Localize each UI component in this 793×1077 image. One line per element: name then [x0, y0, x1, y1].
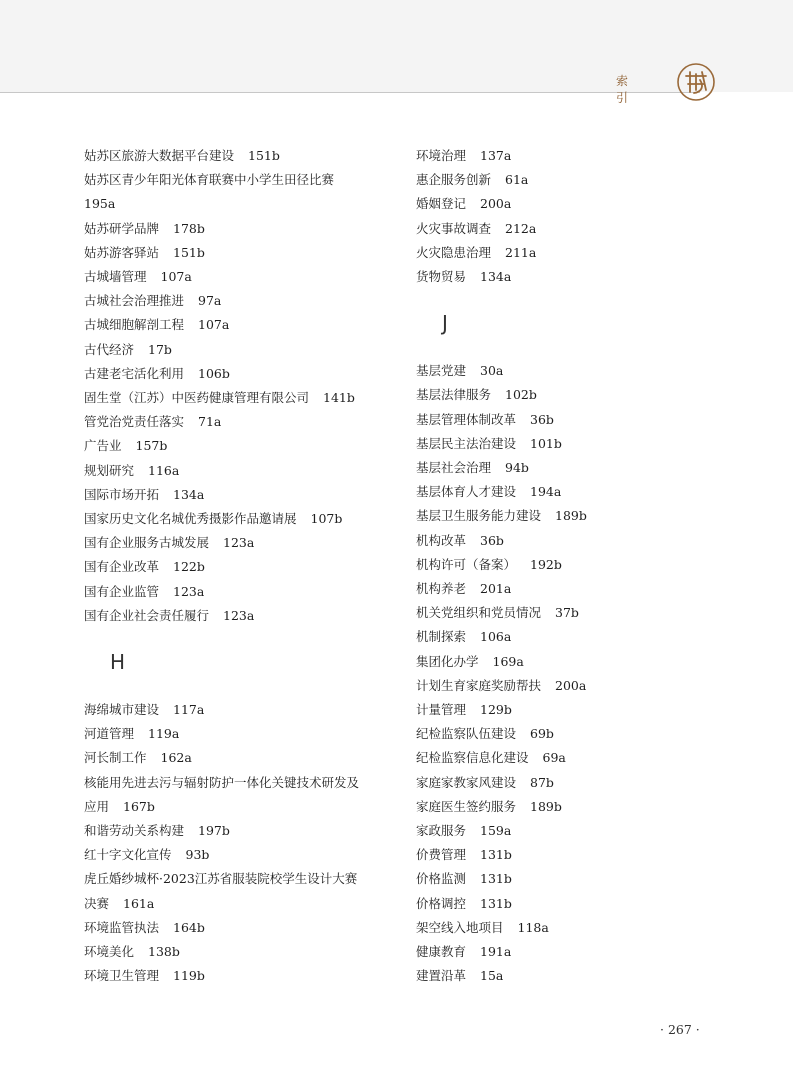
index-term: 国家历史文化名城优秀摄影作品邀请展	[84, 511, 297, 527]
index-term: 机制探索	[416, 629, 467, 645]
index-entry	[416, 746, 746, 770]
index-entry	[416, 480, 746, 504]
index-term: 国有企业服务古城发展	[84, 535, 210, 551]
index-entry	[84, 507, 414, 531]
index-term: 古代经济	[84, 341, 135, 357]
index-term: 环境治理	[416, 148, 467, 163]
index-entry	[416, 674, 746, 698]
index-entry	[416, 456, 746, 480]
index-entry	[416, 553, 746, 577]
section-letter-j: J	[442, 311, 448, 336]
index-term: 基层社会治理	[416, 460, 492, 476]
index-page-ref: 123a	[223, 535, 255, 551]
index-entry	[84, 144, 414, 168]
index-term: 古城细胞解剖工程	[84, 317, 185, 333]
index-entry-continuation	[84, 192, 414, 216]
index-term: 核能用先进去污与辐射防护一体化关键技术研发及	[84, 774, 360, 790]
index-term: 广告业	[84, 438, 122, 454]
index-term: 家庭医生签约服务	[416, 798, 517, 814]
section-label: 索 引	[616, 74, 639, 105]
index-page-ref: 101b	[530, 435, 562, 451]
index-page-ref: 194a	[530, 484, 562, 500]
index-entry	[416, 265, 746, 289]
index-page-ref: 178b	[173, 220, 205, 236]
index-entry	[84, 434, 414, 458]
index-term: 建置沿革	[416, 968, 467, 984]
index-page-ref: 211a	[505, 244, 537, 260]
index-term: 和谐劳动关系构建	[84, 823, 185, 839]
index-page-ref: 107a	[198, 317, 230, 333]
index-page-ref: 107a	[160, 269, 192, 285]
index-page-ref: 123a	[223, 607, 255, 623]
index-entry	[84, 362, 414, 386]
index-entry-continuation	[84, 795, 414, 819]
section-letter-h: H	[110, 650, 126, 675]
index-entry	[84, 698, 414, 722]
index-page-ref: 107b	[310, 511, 343, 527]
index-page-ref: 61a	[505, 172, 529, 188]
index-entry	[416, 432, 746, 456]
index-page-ref: 122b	[173, 559, 205, 575]
index-entry	[416, 529, 746, 553]
index-page-ref: 129b	[480, 702, 512, 718]
index-page-ref: 200a	[480, 196, 512, 212]
index-term: 姑苏研学品牌	[84, 220, 160, 236]
index-page-ref: 15a	[480, 968, 504, 984]
index-term: 古城墙管理	[84, 269, 147, 285]
index-term-continuation: 决赛	[84, 895, 110, 911]
index-term: 环境美化	[84, 944, 135, 960]
index-page-ref: 97a	[198, 293, 222, 309]
index-page-ref: 169a	[492, 653, 524, 669]
index-term: 机关党组织和党员情况	[416, 605, 542, 621]
index-page-ref: 118a	[517, 919, 549, 935]
index-term: 家政服务	[416, 823, 467, 839]
index-page-ref: 167b	[123, 798, 155, 814]
index-page-ref: 201a	[480, 581, 512, 597]
index-page-ref: 131b	[480, 871, 512, 887]
index-entry	[416, 867, 746, 891]
index-entry	[84, 168, 414, 216]
index-page-ref: 192b	[530, 556, 562, 572]
index-page-ref: 162a	[160, 750, 192, 766]
page-number: · 267 ·	[660, 1022, 700, 1037]
index-term: 基层体育人才建设	[416, 484, 517, 500]
index-page-ref: 200a	[555, 677, 587, 693]
index-entry	[416, 241, 746, 265]
index-term-continuation: 应用	[84, 798, 110, 814]
index-page-ref: 137a	[480, 148, 512, 163]
index-page-ref: 164b	[173, 919, 205, 935]
index-page-ref: 69a	[542, 750, 566, 766]
index-page-ref: 106a	[480, 629, 512, 645]
index-page-ref: 197b	[198, 823, 230, 839]
index-page-ref: 30a	[480, 363, 504, 379]
index-entry	[84, 746, 414, 770]
index-term: 姑苏游客驿站	[84, 244, 160, 260]
index-term: 河道管理	[84, 726, 135, 742]
index-term: 姑苏区旅游大数据平台建设	[84, 148, 235, 163]
index-page-ref: 93b	[185, 847, 210, 863]
index-page-ref: 157b	[135, 438, 168, 454]
index-term: 火灾事故调查	[416, 220, 492, 236]
index-term: 古城社会治理推进	[84, 293, 185, 309]
index-term: 国际市场开拓	[84, 486, 160, 502]
index-term: 基层管理体制改革	[416, 411, 517, 427]
index-entry	[84, 386, 414, 410]
index-page-ref: 17b	[148, 341, 172, 357]
index-entry	[416, 408, 746, 432]
index-entry	[84, 843, 414, 867]
index-entry	[84, 459, 414, 483]
index-term: 集团化办学	[416, 653, 479, 669]
index-term: 健康教育	[416, 944, 467, 960]
index-entry	[84, 604, 414, 628]
index-entry	[416, 698, 746, 722]
index-page-ref: 161a	[123, 895, 155, 911]
index-term: 基层党建	[416, 363, 467, 379]
index-page-ref: 117a	[173, 702, 205, 718]
index-term: 环境监管执法	[84, 919, 160, 935]
index-entry	[416, 168, 746, 192]
index-term: 河长制工作	[84, 750, 147, 766]
index-page-ref: 195a	[84, 196, 116, 212]
index-entry	[84, 313, 414, 337]
index-term: 固生堂（江苏）中医药健康管理有限公司	[84, 390, 310, 406]
index-page-ref: 189b	[555, 508, 587, 524]
index-page-ref: 106b	[198, 365, 230, 381]
index-page-ref: 87b	[530, 774, 554, 790]
index-term: 国有企业监管	[84, 583, 160, 599]
index-entry	[416, 192, 746, 216]
index-entry	[416, 940, 746, 964]
index-entry	[416, 722, 746, 746]
index-term: 货物贸易	[416, 269, 467, 285]
index-term: 纪检监察信息化建设	[416, 750, 529, 766]
index-page-ref: 134a	[480, 269, 512, 285]
index-entry	[84, 265, 414, 289]
index-term: 姑苏区青少年阳光体育联赛中小学生田径比赛	[84, 172, 335, 188]
index-column-right	[416, 144, 746, 989]
index-entry	[416, 795, 746, 819]
index-page-ref: 116a	[148, 462, 180, 478]
index-entry	[416, 577, 746, 601]
index-entry	[416, 843, 746, 867]
index-term: 管党治党责任落实	[84, 414, 185, 430]
index-page-ref: 37b	[555, 605, 579, 621]
index-entry	[416, 650, 746, 674]
index-term: 价格监测	[416, 871, 467, 887]
index-term: 国有企业改革	[84, 559, 160, 575]
index-term: 海绵城市建设	[84, 702, 160, 718]
index-term: 价格调控	[416, 895, 467, 911]
index-term: 价费管理	[416, 847, 467, 863]
index-term: 火灾隐患治理	[416, 244, 492, 260]
index-entry	[416, 771, 746, 795]
index-page-ref: 151b	[173, 244, 205, 260]
index-entry	[84, 940, 414, 964]
index-term: 计划生育家庭奖励帮扶	[416, 677, 542, 693]
index-page-ref: 69b	[530, 726, 554, 742]
index-page-ref: 123a	[173, 583, 205, 599]
index-term: 虎丘婚纱城杯·2023江苏省服装院校学生设计大赛	[84, 871, 358, 887]
header-band	[0, 0, 793, 92]
index-entry	[416, 625, 746, 649]
index-page-ref: 102b	[505, 387, 537, 403]
seal-logo-icon	[676, 62, 716, 102]
index-entry	[416, 217, 746, 241]
index-entry	[84, 771, 414, 819]
index-term: 红十字文化宣传	[84, 847, 172, 863]
index-term: 架空线入地项目	[416, 919, 504, 935]
index-entry	[416, 601, 746, 625]
index-page-ref: 71a	[198, 414, 222, 430]
index-term: 基层民主法治建设	[416, 435, 517, 451]
index-page-ref: 94b	[505, 460, 529, 476]
index-entry	[84, 555, 414, 579]
index-entry	[84, 867, 414, 915]
index-entry	[416, 892, 746, 916]
index-term: 机构养老	[416, 581, 467, 597]
index-term: 婚姻登记	[416, 196, 467, 212]
index-entry	[416, 964, 746, 988]
index-term: 机构改革	[416, 532, 467, 548]
index-term: 国有企业社会责任履行	[84, 607, 210, 623]
index-page-ref: 159a	[480, 823, 512, 839]
index-term: 基层卫生服务能力建设	[416, 508, 542, 524]
index-column-left	[84, 144, 414, 989]
index-page-ref: 134a	[173, 486, 205, 502]
index-page-ref: 212a	[505, 220, 537, 236]
index-entry	[84, 964, 414, 988]
index-page-ref: 189b	[530, 798, 562, 814]
index-term: 家庭家教家风建设	[416, 774, 517, 790]
index-entry	[84, 338, 414, 362]
index-entry	[416, 144, 746, 168]
index-entry	[84, 580, 414, 604]
index-page-ref: 119b	[173, 968, 205, 984]
index-entry	[416, 916, 746, 940]
index-entry	[416, 359, 746, 383]
index-entry	[84, 819, 414, 843]
index-page-ref: 151b	[248, 148, 280, 163]
index-entry	[416, 819, 746, 843]
index-term: 古建老宅活化利用	[84, 365, 185, 381]
index-entry	[416, 504, 746, 528]
index-entry	[84, 410, 414, 434]
index-page-ref: 138b	[148, 944, 180, 960]
index-entry	[84, 483, 414, 507]
index-entry	[84, 289, 414, 313]
index-entry	[84, 241, 414, 265]
index-entry-continuation	[84, 892, 414, 916]
index-page-ref: 131b	[480, 847, 512, 863]
index-page-ref: 191a	[480, 944, 512, 960]
header-rule	[0, 92, 700, 93]
index-page-ref: 141b	[323, 390, 355, 406]
index-entry	[84, 722, 414, 746]
index-term: 规划研究	[84, 462, 135, 478]
index-page-ref: 119a	[148, 726, 180, 742]
index-page-ref: 131b	[480, 895, 512, 911]
index-term: 基层法律服务	[416, 387, 492, 403]
index-entry	[416, 383, 746, 407]
index-term: 机构许可（备案）	[416, 556, 517, 572]
index-term: 惠企服务创新	[416, 172, 492, 188]
index-term: 环境卫生管理	[84, 968, 160, 984]
index-term: 纪检监察队伍建设	[416, 726, 517, 742]
index-term: 计量管理	[416, 702, 467, 718]
index-entry	[84, 916, 414, 940]
index-page-ref: 36b	[530, 411, 554, 427]
index-entry	[84, 217, 414, 241]
index-entry	[84, 531, 414, 555]
index-page-ref: 36b	[480, 532, 504, 548]
